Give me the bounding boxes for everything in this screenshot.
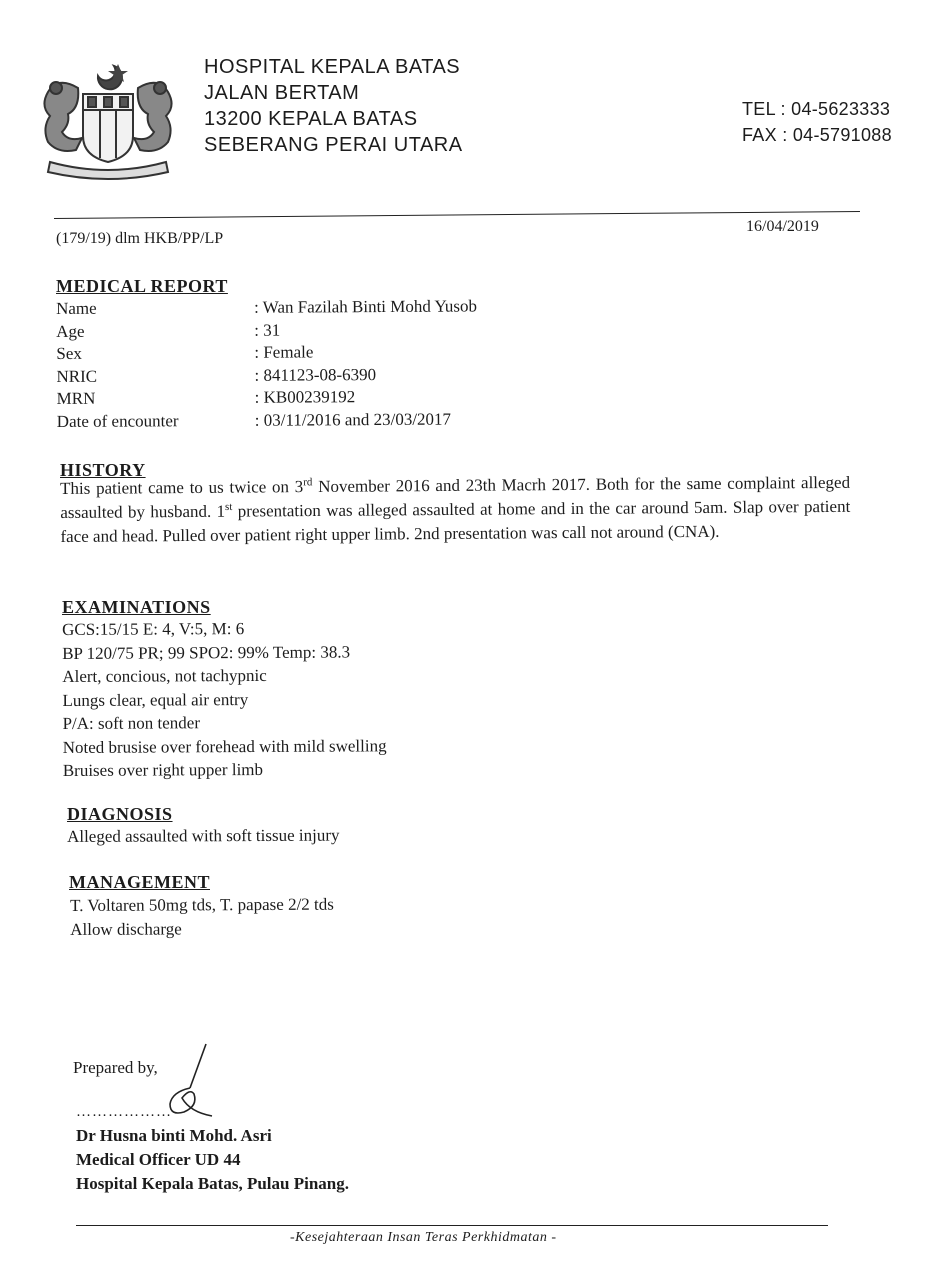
patient-nric-row bbox=[56, 363, 477, 388]
ordinal-suffix: st bbox=[224, 500, 233, 514]
field-value: : 03/11/2016 and 23/03/2017 bbox=[254, 409, 452, 430]
history-text-part-2: November 2016 and 23th Macrh 2017. Both for the same complaint alleged assaulted by husband. 1 bbox=[60, 472, 851, 522]
exam-line: P/A: soft non tender bbox=[62, 713, 201, 733]
field-value: : Female bbox=[254, 342, 314, 362]
footer-divider bbox=[76, 1225, 828, 1226]
reference-number: (179/19) dlm HKB/PP/LP bbox=[56, 230, 224, 247]
diagnosis-title: DIAGNOSIS bbox=[67, 804, 173, 824]
fax-number: FAX : 04-5791088 bbox=[742, 125, 892, 145]
history-text-part-1: This patient came to us twice on 3 bbox=[60, 477, 304, 498]
exam-line: Lungs clear, equal air entry bbox=[62, 689, 249, 710]
address-line-1: JALAN BERTAM bbox=[204, 82, 360, 104]
address-line-3: SEBERANG PERAI UTARA bbox=[204, 134, 463, 156]
field-label: MRN bbox=[56, 388, 96, 408]
patient-details bbox=[56, 295, 478, 433]
letterhead-address bbox=[204, 54, 463, 158]
prepared-by-label: Prepared by, bbox=[73, 1058, 158, 1077]
management-line: T. Voltaren 50mg tds, T. papase 2/2 tds bbox=[70, 894, 334, 915]
field-label: Age bbox=[56, 321, 85, 341]
history-text-part-3: presentation was alleged assaulted at home and in the car around 5am. Slap over patient face and head. Pulled over patient right upper limb. 2nd presentation was call not around (CNA). bbox=[60, 496, 851, 546]
history-title: HISTORY bbox=[60, 460, 146, 480]
exam-line: GCS:15/15 E: 4, V:5, M: 6 bbox=[62, 619, 245, 639]
field-label: Name bbox=[56, 298, 97, 318]
exam-line: Noted brusise over forehead with mild swelling bbox=[62, 735, 387, 757]
field-value: : Wan Fazilah Binti Mohd Yusob bbox=[254, 296, 478, 317]
examinations-list bbox=[62, 616, 387, 782]
tel-number: TEL : 04-5623333 bbox=[742, 99, 891, 119]
field-value: : 841123-08-6390 bbox=[254, 364, 377, 385]
management-list bbox=[70, 893, 334, 941]
doctor-name: Dr Husna binti Mohd. Asri bbox=[76, 1126, 272, 1145]
field-value: : 31 bbox=[254, 320, 281, 340]
letter-date: 16/04/2019 bbox=[746, 218, 819, 235]
signatory bbox=[76, 1124, 349, 1196]
signature-dots: ……………… bbox=[76, 1104, 172, 1120]
footer-motto: -Kesejahteraan Insan Teras Perkhidmatan - bbox=[290, 1230, 557, 1245]
doctor-institution: Hospital Kepala Batas, Pulau Pinang. bbox=[76, 1174, 349, 1193]
letterhead-contact bbox=[742, 96, 892, 148]
patient-sex-row bbox=[56, 340, 477, 365]
exam-line: Bruises over right upper limb bbox=[62, 759, 264, 780]
medical-report-title: MEDICAL REPORT bbox=[56, 276, 228, 296]
exam-line: Alert, concious, not tachypnic bbox=[62, 665, 267, 686]
encounter-date-row bbox=[57, 408, 478, 433]
patient-age-row bbox=[56, 318, 477, 343]
management-line: Allow discharge bbox=[70, 918, 182, 939]
management-title: MANAGEMENT bbox=[69, 872, 210, 892]
history-paragraph bbox=[60, 471, 851, 549]
field-value: : KB00239192 bbox=[254, 387, 356, 407]
diagnosis-text: Alleged assaulted with soft tissue injury bbox=[67, 825, 340, 846]
patient-mrn-row bbox=[57, 385, 478, 410]
address-line-2: 13200 KEPALA BATAS bbox=[204, 108, 418, 130]
exam-line: BP 120/75 PR; 99 SPO2: 99% Temp: 38.3 bbox=[62, 641, 351, 663]
field-label: NRIC bbox=[56, 366, 98, 386]
header-divider bbox=[54, 211, 860, 219]
patient-name-row bbox=[56, 295, 477, 320]
field-label: Sex bbox=[56, 343, 82, 363]
examinations-title: EXAMINATIONS bbox=[62, 597, 211, 617]
ordinal-suffix: rd bbox=[303, 476, 313, 489]
doctor-position: Medical Officer UD 44 bbox=[76, 1150, 241, 1169]
coat-of-arms-logo bbox=[28, 58, 188, 182]
hospital-name: HOSPITAL KEPALA BATAS bbox=[204, 56, 461, 78]
field-label: Date of encounter bbox=[56, 410, 179, 431]
